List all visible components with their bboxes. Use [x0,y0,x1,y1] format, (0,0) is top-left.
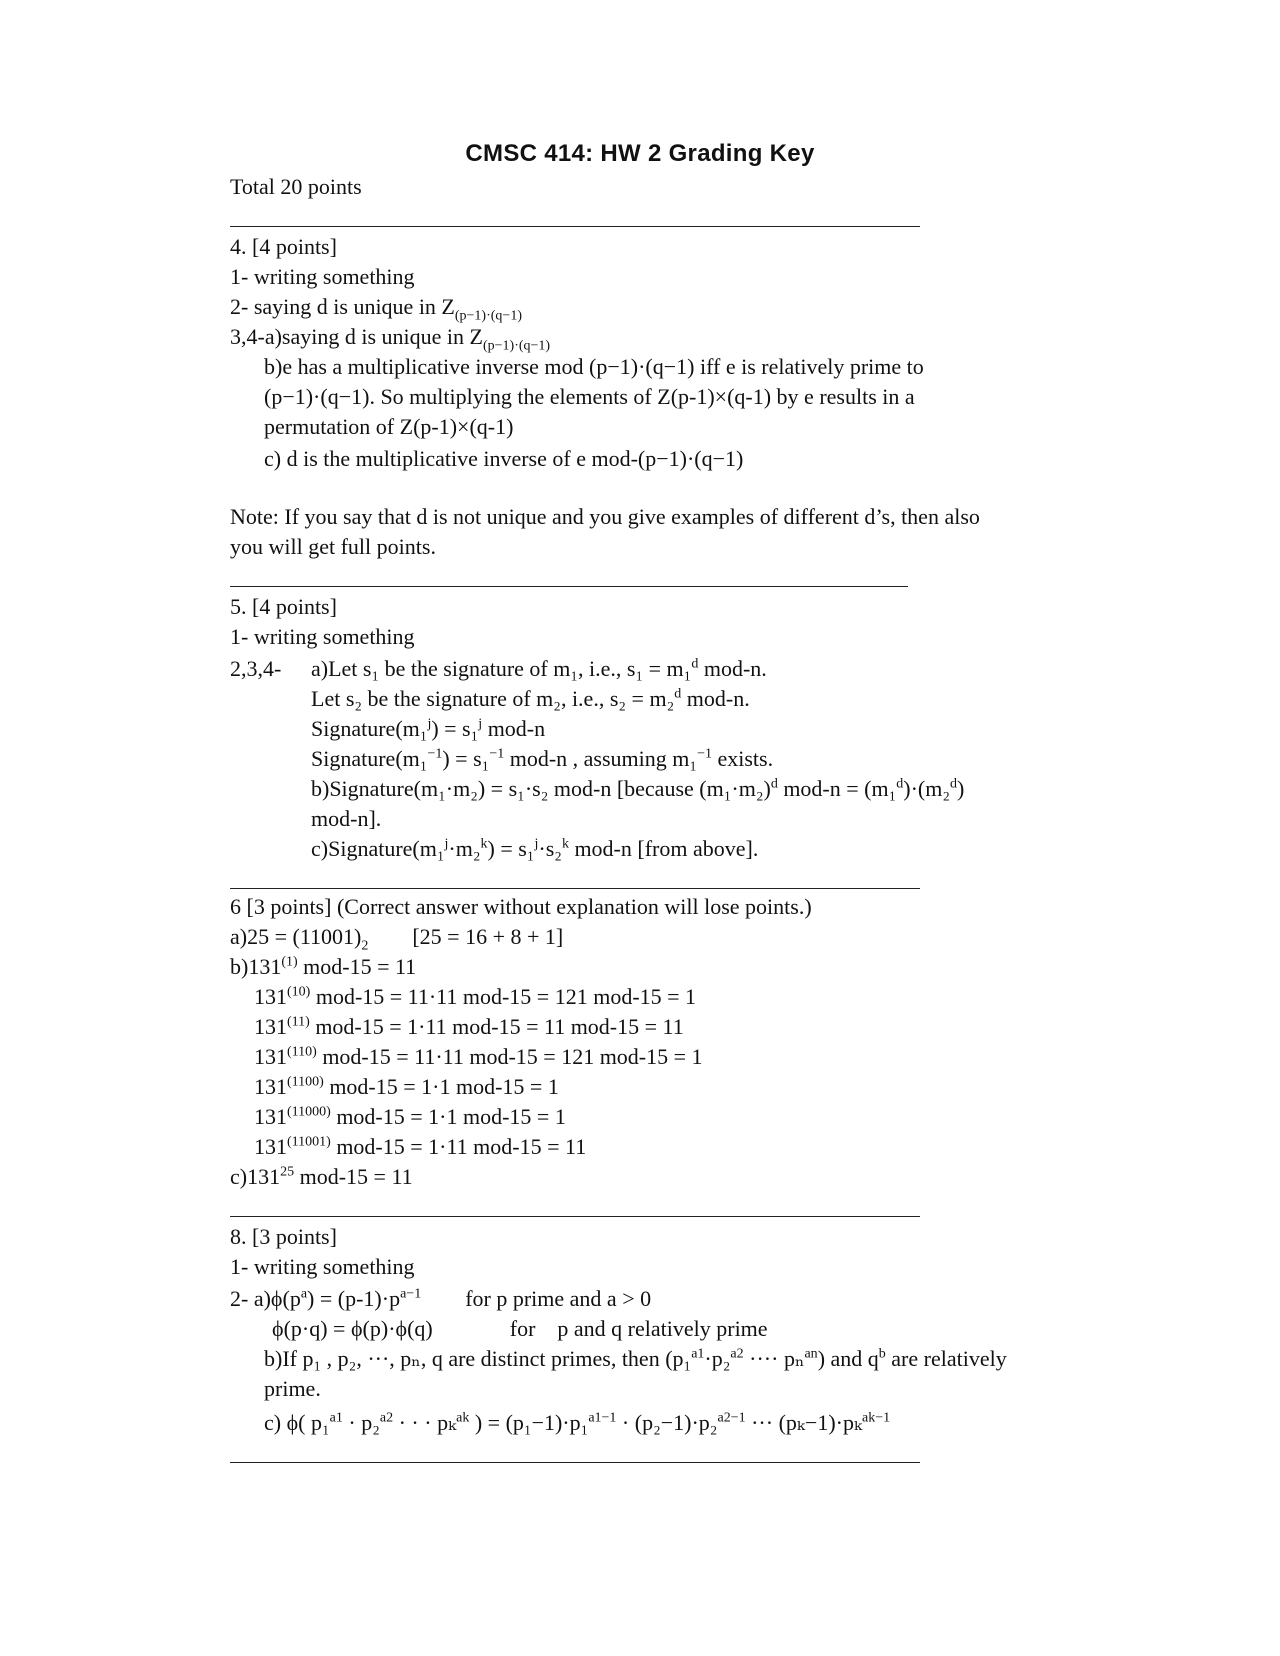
q6-b-row-5: $131^{(1100)}$ mod-15 = 1·1 mod-15 = 1 [254,1074,559,1099]
q6-b-row-4: 131$^{(110)}$ mod-15 = 11·11 mod-15 = 121 mod-15 = 1 [254,1044,703,1069]
document-title: CMSC 414: HW 2 Grading Key [465,140,815,167]
q5-line-1: 1- writing something [230,624,415,649]
section-divider [230,586,908,587]
section-divider [230,226,920,227]
q5-c: c)Signature(m₁$^j$·m₂$^k$) = s₁$^j$·s₂$^k$ mod-n [from above]. [311,836,759,861]
q4-heading: 4. [4 points] [230,234,337,259]
q5-label: 2,3,4- [230,656,282,681]
q8-line-1: 1- writing something [230,1254,415,1279]
q4-line-3a: 3,4-a)saying d is unique in $Z_{(p-1)\cdot(q-1)}$ [230,324,551,354]
q6-b-row-2: 131$^{(10)}$ mod-15 = 11·11 mod-15 = 121 mod-15 = 1 [254,984,697,1009]
q6-b-row-3: 131$^{(11)}$ mod-15 = 1·11 mod-15 = 11 mod-15 = 11 [254,1014,684,1039]
q8-heading: 8. [3 points] [230,1224,337,1249]
section-divider [230,1462,920,1463]
q5-a-4: Signature(m₁$^{-1}$) = s₁$^{-1}$ mod-n , assuming m₁$^{-1}$ exists. [311,746,774,771]
q8-b-2: prime. [264,1376,321,1401]
q5-a-2: Let s₂ be the signature of m₂, i.e., s₂ = m₂$^d$ mod-n. [311,686,750,711]
q6-heading: 6 [3 points] (Correct answer without explanation will lose points.) [230,894,812,919]
q6-a: $a)25 = (11001)_2$ [25 = 16 + 8 + 1] [230,924,564,954]
section-divider [230,888,920,889]
total-points: Total 20 points [230,174,362,199]
q4-line-3b-2: (p−1)·(q−1). So multiplying the elements of Z(p-1)×(q-1) by e results in a [264,384,915,409]
q5-a-1: a)Let s₁ be the signature of m₁, i.e., s₁ = m₁$^d$ mod-n. [311,656,767,681]
q8-a-2: ϕ(p·q) = ϕ(p)·ϕ(q) for p and q relatively prime [272,1316,768,1341]
q5-b-2: mod-n]. [311,806,382,831]
q8-a-1: 2- $a)\phi(p^a) = (p-1)\cdot p^{a-1}$ for p prime and a > 0 [230,1286,652,1311]
section-divider [230,1216,920,1217]
q8-c: c) ϕ( p₁$^{a1}$ · p₂$^{a2}$ · · · pₖ$^{ak}$ ) = (p₁−1)·p₁$^{a1-1}$ · (p₂−1)·p₂$^{a2-1}$ ··· (pₖ−1)·pₖ$^{ak-1}$ [264,1410,891,1435]
q4-line-3b-1: b)e has a multiplicative inverse mod (p−1)·(q−1) iff e is relatively prime to [264,354,924,379]
q6-c: $c)131^{25}$ mod-15 = 11 [230,1164,413,1189]
q6-b-row-1: b)131$^{(1)}$ mod-15 = 11 [230,954,417,979]
q5-heading: 5. [4 points] [230,594,337,619]
q4-line-2: 2- saying d is unique in $Z_{(p-1)\cdot(q-1)}$ [230,294,522,324]
q4-note-1: Note: If you say that d is not unique and you give examples of different d’s, then also [230,504,980,529]
q5-a-3: Signature(m₁$^j$) = s₁$^j$ mod-n [311,716,546,741]
q4-note-2: you will get full points. [230,534,436,559]
q6-b-row-6: $131^{(11000)}$ mod-15 = 1·1 mod-15 = 1 [254,1104,566,1129]
q4-line-3b-3: permutation of Z(p-1)×(q-1) [264,414,514,439]
q4-line-3c: c) d is the multiplicative inverse of e mod-(p−1)·(q−1) [264,446,744,471]
q4-line-1: 1- writing something [230,264,415,289]
q5-b-1: b)Signature(m₁·m₂) = s₁·s₂ mod-n [because $(m_1\cdot m_2)^d$ mod-n = (m₁$^d$)·(m₂$^d$) [311,776,965,801]
q8-b-1: b)If p₁ , p₂, ···, pₙ, q are distinct primes, then (p₁$^{a1}$·p₂$^{a2}$ ···· pₙ$^{an}$) and $q^b$ are relatively [264,1346,1007,1371]
q6-b-row-7: $131^{(11001)}$ mod-15 = 1·11 mod-15 = 11 [254,1134,587,1159]
